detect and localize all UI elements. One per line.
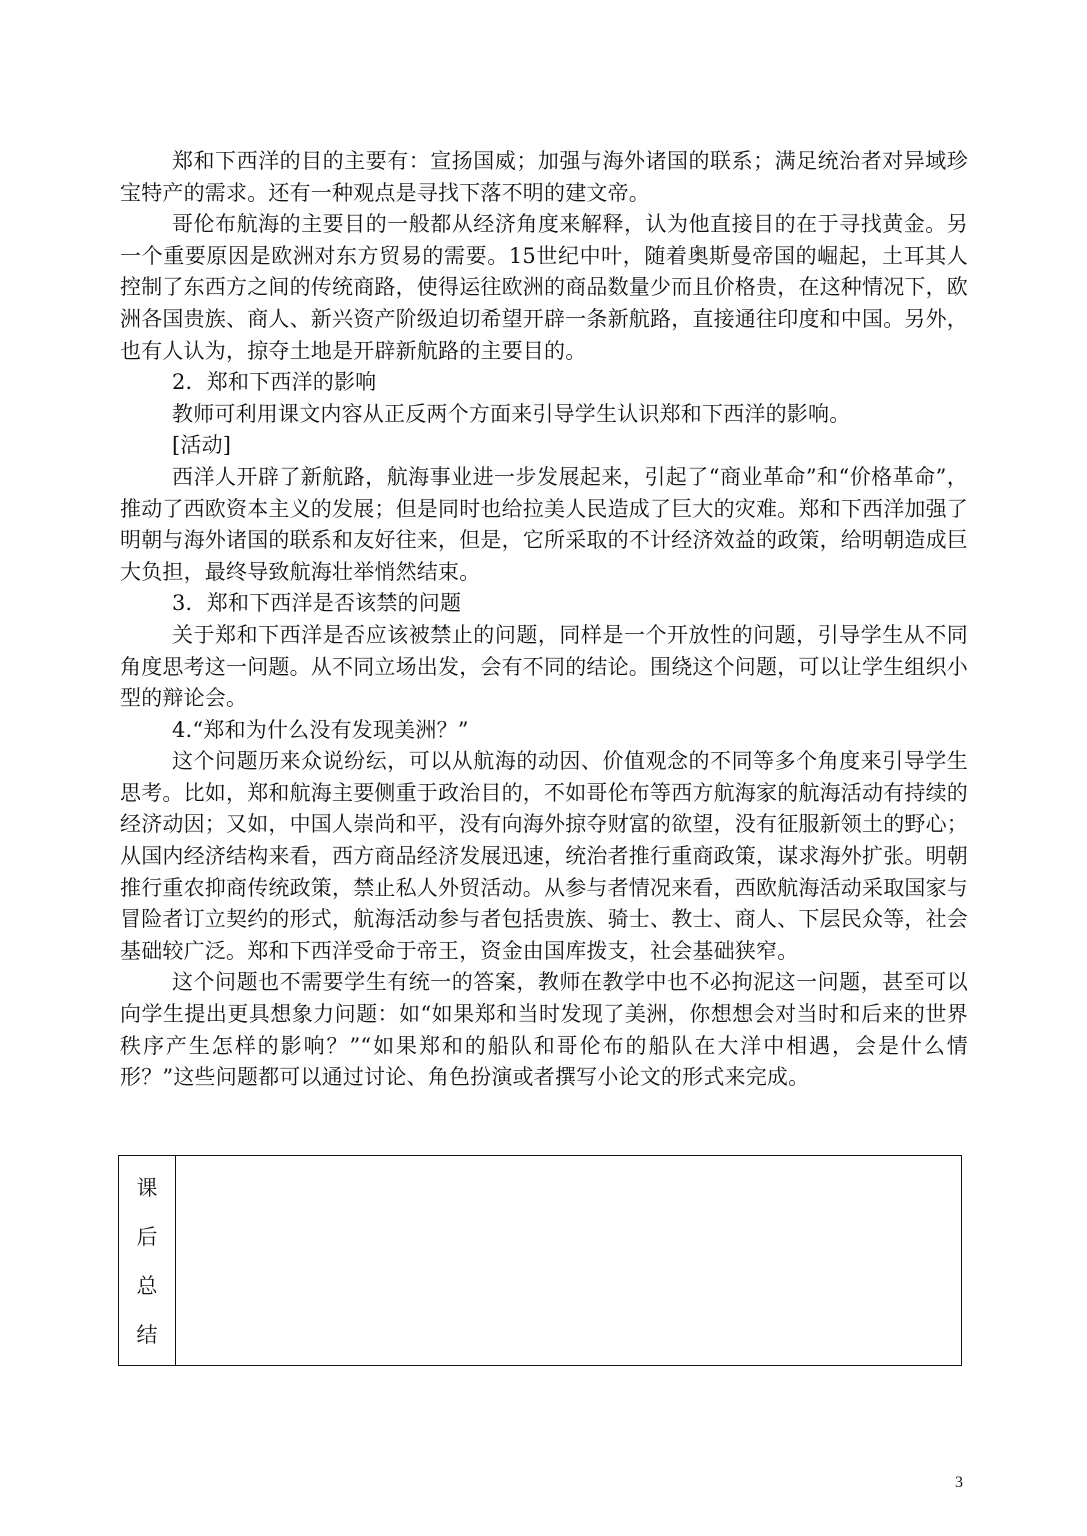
paragraph: 这个问题也不需要学生有统一的答案，教师在教学中也不必拘泥这一问题，甚至可以向学生提出更具想象力问题：如“如果郑和当时发现了美洲，你想想会对当时和后来的世界秩序产生怎样的影响？”“如果郑和的船队和哥伦布的船队在大洋中相遇，会是什么情形？”这些问题都可以通过讨论、角色扮演或者撰写小论文的形式来完成。 (120, 970, 968, 1090)
paragraph: 教师可利用课文内容从正反两个方面来引导学生认识郑和下西洋的影响。 (172, 401, 851, 426)
summary-label-char: 总 (136, 1274, 158, 1299)
paragraph: 哥伦布航海的主要目的一般都从经济角度来解释，认为他直接目的在于寻找黄金。另一个重要原因是欧洲对东方贸易的需要。15世纪中叶，随着奥斯曼帝国的崛起，土耳其人控制了东西方之间的传统商路，使得运往欧洲的商品数量少而且价格贵，在这种情况下，欧洲各国贵族、商人、新兴资产阶级迫切希望开辟一条新航路，直接通往印度和中国。另外，也有人认为，掠夺土地是开辟新航路的主要目的。 (120, 212, 968, 363)
paragraph: 郑和下西洋的目的主要有：宣扬国威；加强与海外诸国的联系；满足统治者对异域珍宝特产的需求。还有一种观点是寻找下落不明的建文帝。 (120, 149, 968, 205)
paragraph: 这个问题历来众说纷纭，可以从航海的动因、价值观念的不同等多个角度来引导学生思考。比如，郑和航海主要侧重于政治目的，不如哥伦布等西方航海家的航海活动有持续的经济动因；又如，中国人崇尚和平，没有向海外掠夺财富的欲望，没有征服新领土的野心；从国内经济结构来看，西方商品经济发展迅速，统治者推行重商政策，谋求海外扩张。明朝推行重农抑商传统政策，禁止私人外贸活动。从参与者情况来看，西欧航海活动采取国家与冒险者订立契约的形式，航海活动参与者包括贵族、骑士、教士、商人、下层民众等，社会基础较广泛。郑和下西洋受命于帝王，资金由国库拨支，社会基础狭窄。 (120, 749, 968, 963)
summary-label-char: 后 (136, 1224, 158, 1249)
section-heading: 2．郑和下西洋的影响 (172, 370, 377, 395)
summary-label-char: 课 (136, 1175, 158, 1200)
summary-label-cell (119, 1156, 176, 1365)
activity-label: [活动] (172, 433, 232, 458)
summary-label-char: 结 (136, 1323, 158, 1348)
section-heading: 4.“郑和为什么没有发现美洲？” (172, 717, 469, 742)
document-body (120, 146, 968, 1094)
summary-content-cell (176, 1156, 961, 1365)
summary-table (118, 1155, 962, 1366)
paragraph: 西洋人开辟了新航路，航海事业进一步发展起来，引起了“商业革命”和“价格革命”，推动了西欧资本主义的发展；但是同时也给拉美人民造成了巨大的灾难。郑和下西洋加强了明朝与海外诸国的联系和友好往来，但是，它所采取的不计经济效益的政策，给明朝造成巨大负担，最终导致航海壮举悄然结束。 (120, 464, 968, 584)
page-number: 3 (955, 1474, 963, 1491)
paragraph: 关于郑和下西洋是否应该被禁止的问题，同样是一个开放性的问题，引导学生从不同角度思考这一问题。从不同立场出发，会有不同的结论。围绕这个问题，可以让学生组织小型的辩论会。 (120, 622, 968, 711)
section-heading: 3．郑和下西洋是否该禁的问题 (172, 591, 462, 616)
